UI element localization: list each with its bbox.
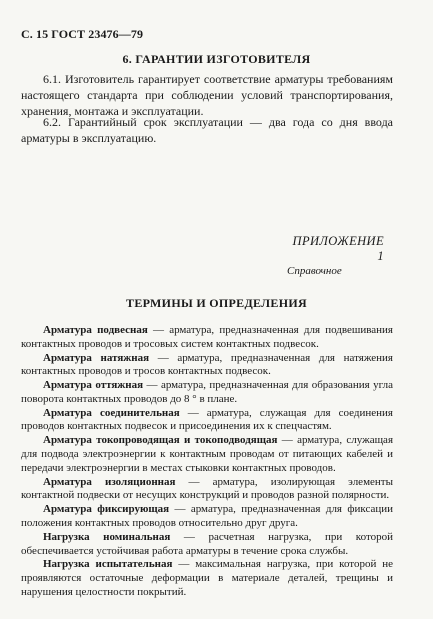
term-entry [21,531,393,558]
term-name: Арматура натяжная [43,351,150,364]
term-definition: — расчетная нагрузка, при которой обеспечивается устойчивая работа арматуры в течение срока службы. [21,530,393,557]
appendix-subtitle: Справочное [287,265,342,277]
term-name: Нагрузка номинальная [43,530,171,543]
term-definition: — арматура, служащая для соединения проводов контактных подвесок и присоединения их к спецчастям. [21,406,393,433]
term-definition: — арматура, предназначенная для подвешивания контактных проводов и тросовых систем контактных подвесок. [21,324,393,350]
appendix-label [284,234,384,277]
term-name: Арматура подвесная [43,324,148,336]
term-entry [21,352,393,379]
page-header: С. 15 ГОСТ 23476—79 [21,27,144,41]
section-title: 6. ГАРАНТИИ ИЗГОТОВИТЕЛЯ [122,52,311,66]
paragraph-6-1: 6.1. Изготовитель гарантирует соответствие арматуры требованиям настоящего стандарта при соблюдении условий транспортирования, хранения, монтажа и эксплуатации. [21,72,393,118]
term-entry [21,379,393,406]
term-definition: — максимальная нагрузка, при которой не проявляются остаточные деформации в материале деталей, трещины и нарушения целостности покрытий. [21,558,393,598]
term-entry [21,558,393,599]
term-name: Нагрузка испытательная [43,558,173,571]
term-definition: — арматура, изолирующая элементы контактной подвески от несущих конструкций и проводов разной полярности. [21,475,393,502]
term-name: Арматура соединительная [43,406,180,419]
term-definition: — арматура, предназначенная для фиксации положения контактных проводов относительно друг друга. [21,503,393,529]
term-name: Арматура фиксирующая [43,503,170,516]
term-definition: — арматура, предназначенная для образования угла поворота контактных проводов до 8 ° в плане. [21,379,393,405]
term-entry [21,434,393,475]
terms-title: ТЕРМИНЫ И ОПРЕДЕЛЕНИЯ [126,296,307,310]
appendix-title: ПРИЛОЖЕНИЕ 1 [292,234,384,263]
term-definition: — арматура, служащая для подвода электроэнергии к контактным проводам от питающих кабелей и передачи электроэнергии в местах стыковки контактных проводов. [21,434,393,474]
term-entry [21,324,393,351]
term-name: Арматура оттяжная [43,379,144,392]
term-entry [21,503,393,530]
term-name: Арматура изоляционная [43,475,176,488]
paragraph-6-2: 6.2. Гарантийный срок эксплуатации — два года со дня ввода арматуры в эксплуатацию. [21,115,393,145]
term-entry [21,407,393,434]
term-entry [21,476,393,503]
term-name: Арматура токопроводящая и токоподводящая [43,434,278,447]
terms-list [21,324,393,600]
term-definition: — арматура, предназначенная для натяжения контактных проводов и тросов контактных подвесок. [21,351,393,378]
